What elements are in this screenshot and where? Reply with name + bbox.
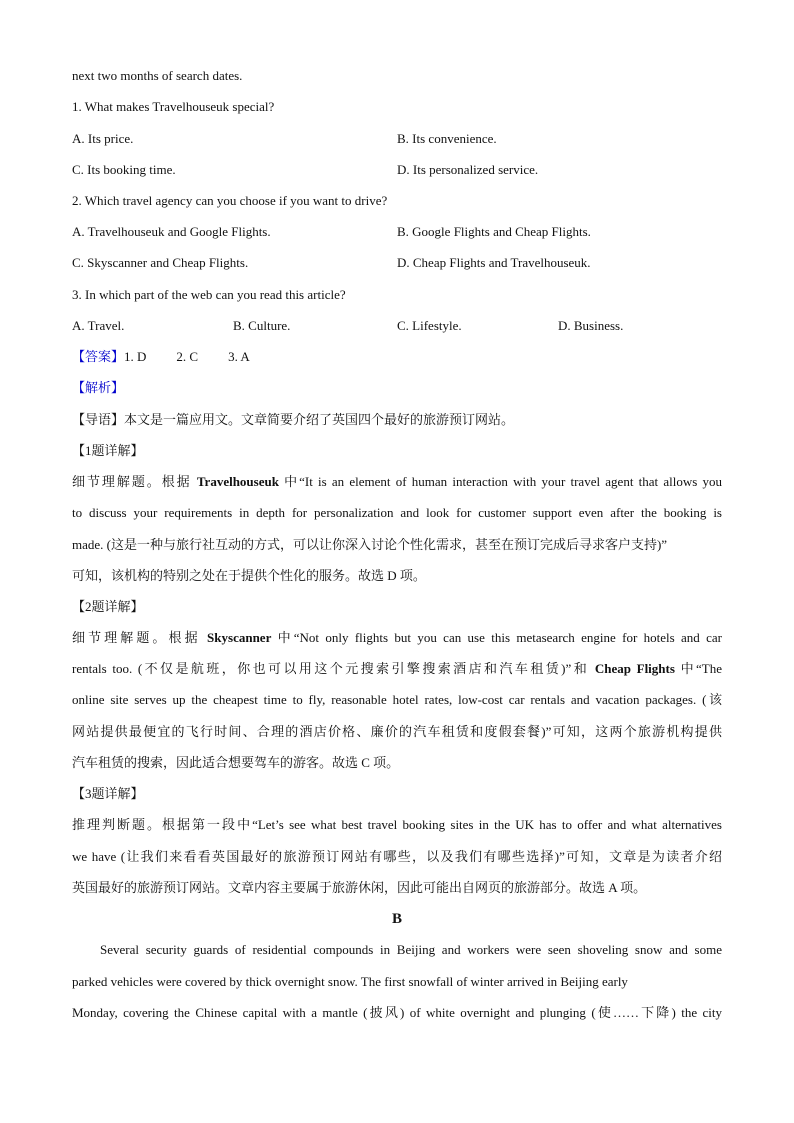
question-3: 3. In which part of the web can you read this article? — [72, 287, 346, 302]
detail-3-line: we have (让我们来看看英国最好的旅游预订网站有哪些，以及我们有哪些选择)”可知，文章是为读者介绍 — [72, 849, 722, 864]
bold-term: Travelhouseuk — [196, 474, 279, 489]
q3-option-c: C. Lifestyle. — [397, 318, 462, 333]
detail-1-line: made. (这是一种与旅行社互动的方式，可以让你深入讨论个性化需求，甚至在预订完成后寻求客户支持)” — [72, 537, 668, 552]
q1-option-a: A. Its price. — [72, 131, 134, 146]
detail-3-line: 英国最好的旅游预订网站。文章内容主要属于旅游休闲，因此可能出自网页的旅游部分。故选 A 项。 — [72, 880, 647, 895]
detail-2-line: 网站提供最便宜的飞行时间、合理的酒店价格、廉价的汽车租赁和度假套餐)”可知，这两个旅游机构提供 — [72, 724, 722, 739]
answer-1: 1. D — [124, 349, 147, 364]
detail-1-line: 可知，该机构的特别之处在于提供个性化的服务。故选 D 项。 — [72, 568, 426, 583]
answer-tag: 【答案】 — [72, 349, 125, 364]
detail-2-line: 细节理解题。根据 Skyscanner 中“Not only flights but you can use this metasearch engine for hotels and car — [72, 630, 722, 645]
passage-b-line: parked vehicles were covered by thick overnight snow. The first snowfall of winter arrived in Beijing early — [72, 974, 628, 989]
question-2: 2. Which travel agency can you choose if you want to drive? — [72, 193, 388, 208]
detail-1-line: to discuss your requirements in depth for personalization and look for customer support even after the booking is — [72, 505, 722, 520]
passage-b-line: Monday, covering the Chinese capital with a mantle (披风) of white overnight and plunging (使……下降) the city — [72, 1005, 722, 1020]
analysis-tag: 【解析】 — [72, 380, 125, 395]
detail-1-heading: 【1题详解】 — [72, 443, 144, 458]
bold-term: Cheap Flights — [594, 661, 675, 676]
answer-line — [72, 347, 250, 367]
passage-b-line: Several security guards of residential compounds in Beijing and workers were seen shoveling snow and some — [100, 942, 722, 957]
detail-3-heading: 【3题详解】 — [72, 786, 144, 801]
q3-option-b: B. Culture. — [233, 318, 291, 333]
answer-2: 2. C — [176, 349, 199, 364]
q2-option-d: D. Cheap Flights and Travelhouseuk. — [397, 255, 591, 270]
q1-option-d: D. Its personalized service. — [397, 162, 539, 177]
text-line: next two months of search dates. — [72, 68, 243, 83]
detail-2-heading: 【2题详解】 — [72, 599, 144, 614]
q1-option-b: B. Its convenience. — [397, 131, 497, 146]
answer-3: 3. A — [228, 349, 250, 364]
detail-1-line: 细节理解题。根据 Travelhouseuk 中“It is an element of human interaction with your travel agent that allows you — [72, 474, 722, 489]
section-b-heading: B — [391, 911, 402, 927]
guide-line — [72, 410, 514, 430]
q1-option-c: C. Its booking time. — [72, 162, 176, 177]
q3-option-d: D. Business. — [558, 318, 624, 333]
q2-option-a: A. Travelhouseuk and Google Flights. — [72, 224, 271, 239]
q2-option-c: C. Skyscanner and Cheap Flights. — [72, 255, 249, 270]
detail-2-line: online site serves up the cheapest time to fly, reasonable hotel rates, low-cost car rentals and vacation packages. (该 — [72, 692, 722, 707]
guide-tag: 【导语】 — [72, 412, 125, 427]
guide-text: 本文是一篇应用文。文章简要介绍了英国四个最好的旅游预订网站。 — [124, 412, 515, 427]
detail-2-line: 汽车租赁的搜索，因此适合想要驾车的游客。故选 C 项。 — [72, 755, 400, 770]
question-1: 1. What makes Travelhouseuk special? — [72, 99, 275, 114]
detail-3-line: 推理判断题。根据第一段中“Let’s see what best travel booking sites in the UK has to offer and what alternatives — [72, 817, 722, 832]
bold-term: Skyscanner — [207, 630, 272, 645]
detail-2-line: rentals too. (不仅是航班，你也可以用这个元搜索引擎搜索酒店和汽车租赁)”和 Cheap Flights 中“The — [72, 661, 722, 676]
q3-option-a: A. Travel. — [72, 318, 125, 333]
q2-option-b: B. Google Flights and Cheap Flights. — [397, 224, 591, 239]
